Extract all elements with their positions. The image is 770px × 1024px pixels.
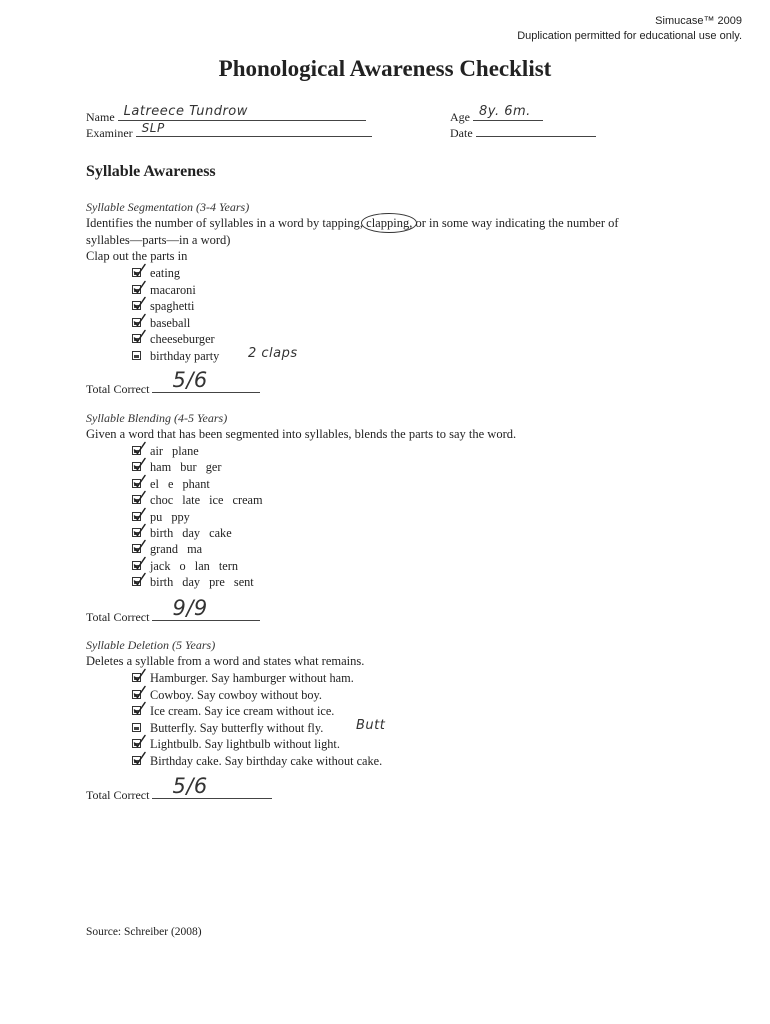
segmentation-item-label: eating	[150, 266, 181, 280]
name-label: Name	[86, 110, 115, 124]
segmentation-margin-note: 2 claps	[248, 346, 298, 361]
total-line	[152, 774, 272, 799]
total-line	[152, 596, 260, 621]
blending-item-label: birth day pre sent	[150, 575, 254, 590]
blending-item-label: jack o lan tern	[150, 558, 238, 573]
segmentation-heading: Syllable Segmentation (3-4 Years)	[86, 200, 250, 214]
deletion-item-label: Ice cream. Say ice cream without ice.	[150, 704, 335, 718]
total-label: Total Correct	[86, 382, 150, 396]
deletion-item-label: Butterfly. Say butterfly without fly.	[150, 720, 324, 735]
unchecked-box[interactable]	[132, 723, 141, 732]
blending-item-label: birth day cake	[150, 526, 232, 540]
deletion-item-label: Birthday cake. Say birthday cake without cake.	[150, 753, 383, 768]
date-field	[450, 122, 596, 141]
blending-total	[86, 596, 260, 625]
total-value: 9/9	[172, 596, 208, 620]
checkmark-icon	[133, 490, 146, 506]
circled-word	[366, 216, 412, 230]
age-value: 8y. 6m.	[479, 104, 531, 119]
segmentation-item-label: macaroni	[150, 282, 196, 297]
checkmark-icon	[133, 572, 146, 588]
blending-item-label: el e phant	[150, 476, 210, 491]
examiner-label: Examiner	[86, 126, 133, 140]
section-title: Syllable Awareness	[86, 163, 216, 180]
checkmark-icon	[133, 668, 146, 684]
checkmark-icon	[133, 329, 146, 345]
checkmark-icon	[133, 734, 146, 750]
deletion-item-label: Lightbulb. Say lightbulb without light.	[150, 737, 340, 751]
faint-stamp	[88, 10, 91, 24]
permission-line: Duplication permitted for educational use only.	[517, 30, 742, 42]
checkmark-icon	[133, 685, 146, 701]
segmentation-description-line2: syllables—parts—in a word)	[86, 233, 231, 247]
deletion-item-label: Cowboy. Say cowboy without boy.	[150, 687, 322, 702]
name-value: Latreece Tundrow	[123, 104, 248, 119]
segmentation-item-label: birthday party	[150, 348, 220, 363]
segmentation-item-label: baseball	[150, 315, 191, 330]
total-label: Total Correct	[86, 788, 150, 802]
checkmark-icon	[133, 474, 146, 490]
header-note	[517, 14, 742, 44]
checkmark-icon	[133, 263, 146, 279]
circled-word-text: clapping,	[366, 216, 413, 230]
blending-item-label: air plane	[150, 444, 199, 458]
total-label: Total Correct	[86, 610, 150, 624]
blending-description: Given a word that has been segmented into syllables, blends the parts to say the word.	[86, 427, 517, 441]
box-fill	[134, 727, 139, 730]
deletion-margin-note: Butt	[356, 718, 386, 733]
checkmark-icon	[133, 523, 146, 539]
segmentation-instruction: Clap out the parts in	[86, 249, 188, 263]
checkmark-icon	[133, 539, 146, 555]
brand-line: Simucase™ 2009	[655, 15, 742, 27]
checkmark-icon	[133, 280, 146, 296]
segmentation-description-part2: or in some way indicating the number of	[412, 216, 619, 230]
checkmark-icon	[133, 751, 146, 767]
examiner-field	[86, 122, 372, 141]
total-line	[152, 368, 260, 393]
segmentation-description	[86, 216, 619, 231]
deletion-item-label: Hamburger. Say hamburger without ham.	[150, 671, 354, 685]
segmentation-item-label: cheeseburger	[150, 332, 215, 346]
checkmark-icon	[133, 441, 146, 457]
segmentation-item-label: spaghetti	[150, 299, 195, 313]
blending-item-label: choc late ice cream	[150, 493, 263, 508]
blending-heading: Syllable Blending (4-5 Years)	[86, 411, 228, 425]
examiner-line	[136, 122, 372, 137]
age-line	[473, 106, 543, 121]
name-line	[118, 106, 366, 121]
checkmark-icon	[133, 296, 146, 312]
age-label: Age	[450, 110, 470, 124]
date-line	[476, 122, 596, 137]
checkmark-icon	[133, 701, 146, 717]
segmentation-total	[86, 368, 260, 397]
total-value: 5/6	[172, 774, 208, 798]
unchecked-box[interactable]	[132, 351, 141, 360]
hand-circle	[361, 213, 417, 233]
examiner-value: SLP	[141, 121, 165, 135]
checkmark-icon	[133, 313, 146, 329]
blending-item-label: grand ma	[150, 542, 203, 557]
blending-item-label: ham bur ger	[150, 460, 222, 475]
box-fill	[134, 355, 139, 358]
source-citation: Source: Schreiber (2008)	[86, 926, 202, 938]
segmentation-description-part1: Identifies the number of syllables in a word by tapping,	[86, 216, 367, 230]
total-value: 5/6	[172, 368, 208, 392]
deletion-total	[86, 774, 272, 803]
date-label: Date	[450, 126, 473, 140]
deletion-heading: Syllable Deletion (5 Years)	[86, 638, 216, 652]
checkmark-icon	[133, 507, 146, 523]
checkmark-icon	[133, 457, 146, 473]
checkmark-icon	[133, 556, 146, 572]
blending-item-label: pu ppy	[150, 509, 190, 524]
page-title: Phonological Awareness Checklist	[218, 56, 552, 81]
deletion-description: Deletes a syllable from a word and states what remains.	[86, 654, 365, 668]
